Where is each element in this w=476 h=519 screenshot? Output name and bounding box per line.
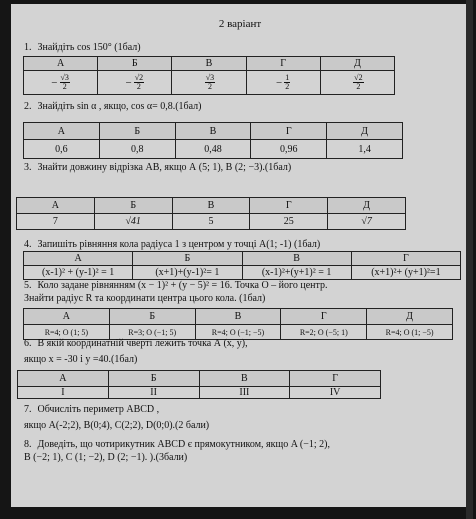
option-header: Д [320,57,394,71]
option-header: В [172,198,250,214]
option-header: Д [367,309,453,325]
option-header: В [242,252,351,266]
option-a-answer[interactable]: (x-1)² + (y-1)² = 1 [24,266,133,280]
option-header: В [199,371,290,387]
option-header: Д [327,123,403,140]
option-header: Г [250,198,328,214]
question-text: Доведіть, що чотирикутник ABCD є прямокутником, якщо A (−1; 2), [37,439,330,450]
question-text: Знайдіть cos 150° (1бал) [37,42,141,53]
option-header: Б [98,57,172,71]
option-c-answer[interactable]: (x-1)²+(y+1)² = 1 [242,266,351,280]
option-header: Г [351,252,460,266]
question-number: 3. [24,162,32,173]
option-a-answer[interactable]: R=4; O (1; 5) [24,325,110,340]
answer-table-2 [23,122,403,159]
option-header: В [172,57,246,71]
option-e-answer[interactable]: 1,4 [327,140,403,159]
option-header: Г [290,371,381,387]
variant-title: 2 варіант [218,18,262,30]
option-c-answer[interactable]: 0,48 [175,140,251,159]
option-header: А [24,57,98,71]
question-8 [24,439,463,451]
question-text: Обчисліть периметр ABCD , [37,404,160,415]
option-header: В [195,309,281,325]
page-edge-shadow [466,0,473,519]
question-1 [24,42,463,54]
option-header: Б [99,123,175,140]
option-d-answer[interactable]: R=2; O (−5; 1) [281,325,367,340]
question-number: 6. [24,338,32,349]
question-3 [24,162,463,174]
question-number: 5. [24,280,32,291]
option-header: Б [109,309,195,325]
option-c-answer[interactable]: √3 2 [172,71,246,95]
question-2 [24,101,463,113]
question-number: 8. [24,439,32,450]
option-header: А [24,309,110,325]
option-header: Д [328,198,406,214]
question-8-line-2: B (−2; 1), C (1; −2), D (2; −1). ).(3бали) [24,452,188,463]
answer-table-4 [23,251,461,280]
option-b-answer[interactable]: R=3; O (−1; 5) [109,325,195,340]
option-c-answer[interactable]: ІІІ [199,387,290,399]
answer-table-6 [17,370,381,399]
question-5-line-2: Знайти радіус R та координати центра цього кола. (1бал) [24,293,266,304]
option-c-answer[interactable]: R=4; O (−1; −5) [195,325,281,340]
question-text: В якій координатній чверті лежить точка А (x, y), [37,338,248,349]
option-e-answer[interactable]: R=4; O (1; −5) [367,325,453,340]
question-text: Коло задане рівнянням (x − 1)² + (y − 5)² = 16. Точка О – його центр. [37,280,328,291]
option-a-answer[interactable]: − $\frac{√3}{2}$ [24,71,98,95]
worksheet-page [11,4,469,507]
option-c-answer[interactable]: 5 [172,214,250,230]
option-d-answer[interactable]: − $\frac{1}{2}$ [246,71,320,95]
option-b-answer[interactable]: (x+1)+(y-1)²= 1 [133,266,242,280]
option-header: А [24,252,133,266]
option-d-answer[interactable]: (x+1)²+ (y+1)²=1 [351,266,460,280]
question-7 [24,404,463,416]
option-header: Г [251,123,327,140]
question-number: 2. [24,101,32,112]
option-a-answer[interactable]: 0,6 [24,140,100,159]
option-d-answer[interactable]: ІV [290,387,381,399]
question-4 [24,239,463,251]
question-text: Запишіть рівняння кола радіуса 1 з центром у точці А(1; -1) (1бал) [37,239,321,250]
answer-table-1 [23,56,395,95]
option-a-answer[interactable]: 7 [17,214,95,230]
option-header: Б [108,371,199,387]
question-7-line-2: якщо A(-2;2), B(0;4), C(2;2), D(0;0).(2 бали) [24,420,210,431]
option-header: А [18,371,109,387]
option-header: Б [133,252,242,266]
option-header: Г [281,309,367,325]
option-header: А [24,123,100,140]
answer-table-3 [16,197,406,230]
option-b-answer[interactable]: √41 [94,214,172,230]
option-header: Б [94,198,172,214]
option-header: В [175,123,251,140]
option-b-answer[interactable]: 0,8 [99,140,175,159]
option-header: А [17,198,95,214]
option-b-answer[interactable]: − $\frac{√2}{2}$ [98,71,172,95]
question-number: 1. [24,42,32,53]
option-d-answer[interactable]: 0,96 [251,140,327,159]
option-a-answer[interactable]: І [18,387,109,399]
question-6 [24,338,463,350]
question-text: Знайти довжину відрізка АВ, якщо А (5; 1), В (2; −3).(1бал) [37,162,292,173]
option-d-answer[interactable]: 25 [250,214,328,230]
option-e-answer[interactable]: √2 2 [320,71,394,95]
question-number: 4. [24,239,32,250]
option-e-answer[interactable]: √7 [328,214,406,230]
option-b-answer[interactable]: ІІ [108,387,199,399]
question-5 [24,280,463,292]
question-text: Знайдіть sin α , якщо, cos α= 0,8.(1бал) [37,101,202,112]
option-header: Г [246,57,320,71]
answer-table-5 [23,308,453,340]
question-number: 7. [24,404,32,415]
question-6-line-2: якщо x = -30 і y =40.(1бал) [24,354,138,365]
